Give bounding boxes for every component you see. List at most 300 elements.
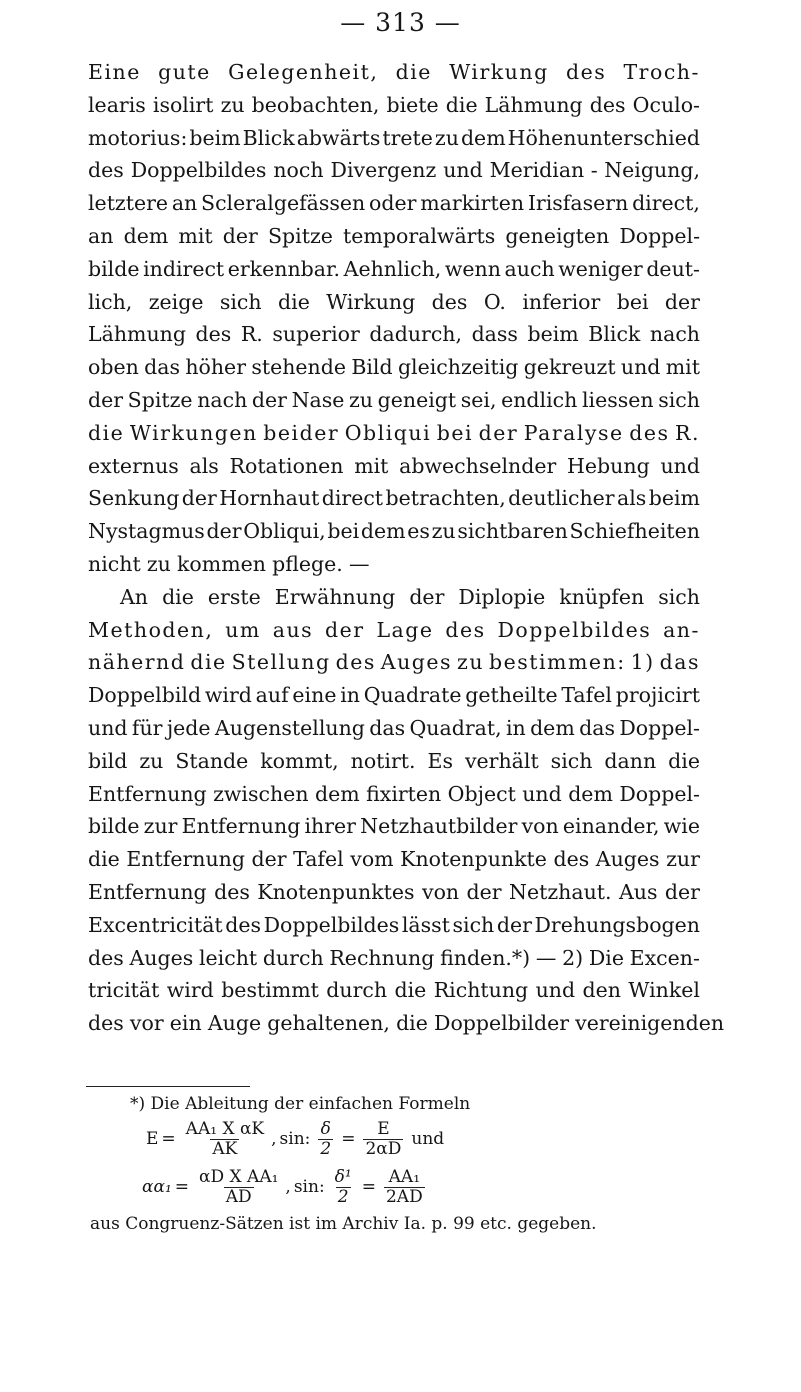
word: Aus <box>618 879 658 904</box>
word: des <box>88 945 124 970</box>
word: abwärts <box>296 125 381 150</box>
word: Gelegenheit, <box>228 60 379 84</box>
text-line <box>88 515 700 548</box>
text-line <box>88 679 700 712</box>
word: beider <box>263 420 340 445</box>
formula-2-fraction-a <box>197 1168 280 1207</box>
word: sei, <box>460 387 497 412</box>
word: der <box>325 617 365 642</box>
word: zur <box>143 814 178 839</box>
formula-1-denominator-a: AK <box>212 1138 238 1159</box>
word: als <box>189 453 219 478</box>
word: trete <box>382 125 433 150</box>
word: ihrer <box>304 814 356 839</box>
word: zu <box>431 519 456 544</box>
footnote-closing: aus Congruenz-Sätzen ist im Archiv Ia. p. 99 etc. gegeben. <box>90 1214 597 1234</box>
formula-1-und: und <box>411 1129 445 1149</box>
word: und <box>88 715 128 740</box>
word: nach <box>197 387 248 412</box>
word: Object <box>447 781 516 806</box>
text-line <box>88 56 700 89</box>
word: Doppelbildes <box>497 617 652 642</box>
word: mit <box>354 453 389 478</box>
word: Schiefheiten <box>569 519 700 544</box>
word: wenn <box>444 256 501 281</box>
word: Netzhaut. <box>509 879 612 904</box>
word: — <box>348 551 370 576</box>
word: sich <box>658 584 700 609</box>
word: den <box>582 978 621 1003</box>
word: des <box>445 617 486 642</box>
word: und <box>620 355 661 380</box>
word: das <box>369 715 406 740</box>
word: höher <box>185 355 246 380</box>
word: Höhenunterschied <box>507 125 700 150</box>
word: Doppelbild <box>88 683 202 708</box>
word: gute <box>158 60 211 84</box>
word: lich, <box>88 289 133 314</box>
word: zwischen <box>213 781 309 806</box>
formula-1-fraction-c <box>363 1120 403 1159</box>
word: zu <box>457 650 485 675</box>
text-line <box>88 318 700 351</box>
word: markirten <box>420 191 525 216</box>
word: Wirkung <box>449 60 549 84</box>
word: Divergenz <box>330 158 437 183</box>
word: beim <box>527 322 579 347</box>
word: oder <box>369 191 417 216</box>
formula-2-fraction-b <box>333 1168 354 1207</box>
word: des <box>565 60 607 84</box>
text-line <box>88 89 700 122</box>
word: sichtbaren <box>457 519 568 544</box>
word: sich <box>219 289 262 314</box>
word: mit <box>178 223 213 248</box>
word: deut- <box>646 256 700 281</box>
paragraph-1 <box>88 56 700 581</box>
word: Scleralgefässen <box>201 191 366 216</box>
word: es <box>407 519 430 544</box>
word: ein <box>169 1011 202 1036</box>
word: geneigten <box>505 223 610 248</box>
word: Spitze <box>268 223 333 248</box>
formula-1-equals-2: = <box>341 1129 356 1149</box>
footnote <box>90 1093 710 1235</box>
word: oben <box>88 355 139 380</box>
word: in <box>505 715 526 740</box>
formula-2 <box>90 1163 710 1211</box>
word: Wirkung <box>326 289 416 314</box>
word: Senkung <box>88 486 180 511</box>
word: sich <box>452 912 495 937</box>
formula-2-denominator-a: AD <box>225 1186 252 1207</box>
word: direct, <box>632 191 700 216</box>
word: notirt. <box>350 748 416 773</box>
word: wird <box>204 683 252 708</box>
formula-2-comma: , <box>285 1177 291 1197</box>
word: Erwähnung <box>274 584 396 609</box>
word: der <box>478 420 519 445</box>
word: Auge <box>207 1011 262 1036</box>
text-line <box>88 220 700 253</box>
word: Diplopie <box>458 584 546 609</box>
word: die <box>88 420 125 445</box>
word: Quadrat, <box>409 715 502 740</box>
word: fixirten <box>366 781 442 806</box>
word: Netzhautbilder <box>360 814 518 839</box>
word: letztere <box>88 191 169 216</box>
word: Drehungsbogen <box>534 912 700 937</box>
word: biete <box>386 92 439 117</box>
word: knüpfen <box>559 584 645 609</box>
word: Paralyse <box>523 420 624 445</box>
formula-2-sin: sin: <box>293 1177 325 1197</box>
word: der <box>496 912 532 937</box>
word: der <box>251 387 287 412</box>
formula-1-fraction-b <box>318 1120 333 1159</box>
word: Oculo- <box>632 92 700 117</box>
word: wird <box>166 978 214 1003</box>
word: Obliqui <box>344 420 432 445</box>
word: An <box>120 584 149 609</box>
word: R. <box>240 322 263 347</box>
word: Es <box>427 748 453 773</box>
word: Auges <box>380 650 453 675</box>
text-line <box>88 351 700 384</box>
word: als <box>617 486 647 511</box>
word: inferior <box>522 289 601 314</box>
word: von <box>521 814 559 839</box>
word: pflege. <box>272 551 343 576</box>
word: die <box>190 650 227 675</box>
word: vor <box>129 1011 164 1036</box>
word: dem <box>460 125 506 150</box>
word: externus <box>88 453 179 478</box>
word: Aehnlich, <box>343 256 442 281</box>
word: nicht <box>88 551 141 576</box>
word: Rechnung <box>329 945 435 970</box>
word: für <box>131 715 163 740</box>
word: Methoden, <box>88 617 214 642</box>
word: Hebung <box>567 453 650 478</box>
word: und <box>535 978 576 1003</box>
text-line <box>88 482 700 515</box>
word: und <box>660 453 700 478</box>
word: Doppelbildes <box>130 158 267 183</box>
word: Quadrate <box>363 683 462 708</box>
word: bilde <box>88 256 140 281</box>
word: bei <box>616 289 649 314</box>
word: Doppelbildes <box>263 912 400 937</box>
word: indirect <box>143 256 225 281</box>
text-line <box>88 187 700 220</box>
word: nähernd <box>88 650 186 675</box>
word: Nase <box>291 387 345 412</box>
word: jede <box>166 715 211 740</box>
word: Tafel <box>293 847 344 872</box>
text-line <box>88 646 700 679</box>
word: bei <box>327 519 360 544</box>
word: und <box>443 158 483 183</box>
word: der <box>181 486 217 511</box>
word: Entfernung <box>88 781 207 806</box>
formula-1-numerator-a: AA₁ X αK <box>185 1118 265 1139</box>
word: Eine <box>88 60 141 84</box>
word: Stande <box>175 748 249 773</box>
word: O. <box>483 289 506 314</box>
word: Nystagmus <box>88 519 205 544</box>
formula-2-lhs: αα₁ <box>142 1177 172 1197</box>
word: einander, <box>562 814 660 839</box>
formula-2-numerator-b: δ¹ <box>334 1166 352 1187</box>
text-line <box>88 1007 725 1040</box>
word: Doppelbilder <box>434 1011 570 1036</box>
formula-2-numerator-c: AA₁ <box>388 1166 421 1187</box>
word: zu <box>146 551 171 576</box>
word: isolirt <box>152 92 214 117</box>
word: Blick <box>242 125 295 150</box>
formula-1-denominator-c: 2αD <box>365 1138 402 1159</box>
word: an <box>171 191 198 216</box>
word: dass <box>471 322 518 347</box>
word: der <box>466 879 502 904</box>
word: zu <box>220 92 245 117</box>
word: das <box>144 355 180 380</box>
word: beim <box>189 125 241 150</box>
word: 1) <box>630 650 655 675</box>
word: getheilte <box>465 683 558 708</box>
word: endlich <box>501 387 578 412</box>
word: Winkel <box>628 978 700 1003</box>
word: Augenstellung <box>214 715 365 740</box>
text-line <box>88 876 700 909</box>
text-line <box>88 581 700 614</box>
word: direct <box>321 486 384 511</box>
word: der <box>251 847 287 872</box>
word: 2) <box>562 945 584 970</box>
word: um <box>225 617 261 642</box>
formula-1-sin: sin: <box>279 1129 311 1149</box>
word: wie <box>663 814 700 839</box>
formula-1-denominator-b: 2 <box>320 1138 332 1159</box>
word: der <box>206 519 242 544</box>
formula-2-fraction-c <box>384 1168 425 1207</box>
word: Hornhaut <box>219 486 320 511</box>
word: Doppel- <box>619 781 700 806</box>
page-number: — 313 — <box>340 8 461 37</box>
body-text <box>88 56 725 1040</box>
text-line <box>88 286 700 319</box>
formula-2-denominator-c: 2AD <box>385 1186 423 1207</box>
formula-1-numerator-c: E <box>377 1118 390 1139</box>
word: von <box>421 879 460 904</box>
word: die <box>88 847 120 872</box>
paragraph-2 <box>88 581 725 1040</box>
word: das <box>579 715 615 740</box>
formula-2-equals: = <box>174 1177 190 1197</box>
word: zeige <box>148 289 204 314</box>
word: Troch- <box>623 60 700 84</box>
text-line <box>88 384 700 417</box>
word: abwechselnder <box>399 453 557 478</box>
formula-1-fraction-a <box>184 1120 266 1159</box>
word: dem <box>568 781 613 806</box>
formula-1-comma: , <box>271 1129 277 1149</box>
word: Lähmung <box>484 92 583 117</box>
word: vom <box>350 847 394 872</box>
word: an <box>88 223 114 248</box>
word: des <box>195 322 232 347</box>
text-line <box>88 712 700 745</box>
word: Richtung <box>433 978 529 1003</box>
word: zu <box>349 387 374 412</box>
word: bestimmt <box>221 978 319 1003</box>
word: Meridian - Neigung, <box>489 158 700 183</box>
word: und <box>522 781 562 806</box>
word: die <box>445 92 478 117</box>
word: geneigt <box>377 387 457 412</box>
word: — <box>535 945 557 970</box>
word: dann <box>604 748 657 773</box>
word: temporalwärts <box>343 223 496 248</box>
text-line <box>88 974 700 1007</box>
footnote-divider <box>86 1086 250 1087</box>
word: des <box>335 650 376 675</box>
word: die <box>162 584 194 609</box>
word: zu <box>139 748 164 773</box>
formula-2-equals-2: = <box>361 1177 376 1197</box>
text-line <box>88 548 700 581</box>
word: zur <box>666 847 700 872</box>
word: beobachten, <box>251 92 380 117</box>
word: auf <box>255 683 289 708</box>
word: des <box>629 420 670 445</box>
word: Obliqui, <box>243 519 326 544</box>
word: Auges <box>595 847 660 872</box>
word: verhält <box>464 748 539 773</box>
word: Stellung <box>231 650 331 675</box>
word: Excentricität <box>88 912 223 937</box>
word: Lage <box>376 617 434 642</box>
word: learis <box>88 92 146 117</box>
word: stehende <box>251 355 346 380</box>
word: Wirkungen <box>129 420 258 445</box>
word: des <box>431 289 468 314</box>
word: dem <box>360 519 406 544</box>
word: sich <box>658 387 700 412</box>
word: superior <box>272 322 360 347</box>
word: des <box>88 158 124 183</box>
text-line <box>88 909 700 942</box>
word: Entfernung <box>181 814 301 839</box>
word: beim <box>648 486 700 511</box>
word: des <box>589 92 626 117</box>
word: durch <box>262 945 324 970</box>
word: dem <box>123 223 169 248</box>
word: durch <box>326 978 388 1003</box>
text-line <box>88 810 700 843</box>
word: das <box>659 650 700 675</box>
word: erkennbar. <box>227 256 341 281</box>
formula-1 <box>90 1115 710 1163</box>
word: Entfernung <box>88 879 207 904</box>
text-line <box>88 450 700 483</box>
word: nach <box>649 322 700 347</box>
word: Die <box>588 945 624 970</box>
word: Lähmung <box>88 322 187 347</box>
word: zu <box>434 125 459 150</box>
word: Knotenpunktes <box>257 879 415 904</box>
text-line <box>88 417 700 450</box>
word: der <box>664 289 700 314</box>
word: sich <box>550 748 593 773</box>
word: bilde <box>88 814 140 839</box>
word: liessen <box>581 387 654 412</box>
word: Knotenpunkte <box>400 847 547 872</box>
word: die <box>396 1011 428 1036</box>
word: der <box>88 387 124 412</box>
text-line <box>88 843 700 876</box>
formula-1-lhs: E <box>146 1129 159 1149</box>
word: motorius: <box>88 125 188 150</box>
formula-1-numerator-b: δ <box>320 1118 331 1139</box>
word: Auges <box>129 945 194 970</box>
word: weniger <box>558 256 643 281</box>
word: bei <box>436 420 474 445</box>
word: deutlicher <box>508 486 615 511</box>
text-line <box>88 614 700 647</box>
word: leicht <box>198 945 258 970</box>
word: vereinigenden <box>575 1011 725 1036</box>
word: eine <box>292 683 337 708</box>
text-line <box>88 253 700 286</box>
word: die <box>394 978 427 1003</box>
word: Rotationen <box>229 453 344 478</box>
word: Bild <box>351 355 393 380</box>
word: Doppel- <box>619 223 700 248</box>
word: tricität <box>88 978 160 1003</box>
word: noch <box>273 158 324 183</box>
text-line <box>88 942 700 975</box>
word: auch <box>504 256 555 281</box>
word: mit <box>665 355 700 380</box>
word: gekreuzt <box>523 355 616 380</box>
footnote-intro: *) Die Ableitung der einfachen Formeln <box>130 1094 471 1114</box>
word: kommen <box>176 551 266 576</box>
word: der <box>409 584 445 609</box>
word: kommt, <box>260 748 339 773</box>
word: projicirt <box>615 683 700 708</box>
word: dem <box>314 781 360 806</box>
word: an- <box>663 617 700 642</box>
word: der <box>222 223 258 248</box>
word: die <box>668 748 700 773</box>
word: des <box>225 912 262 937</box>
formula-2-numerator-a: αD X AA₁ <box>199 1166 279 1187</box>
word: des <box>88 1011 124 1036</box>
word: dem <box>530 715 575 740</box>
word: Excen- <box>629 945 700 970</box>
word: Blick <box>588 322 641 347</box>
word: Irisfasern <box>527 191 629 216</box>
word: die <box>395 60 432 84</box>
word: des <box>214 879 250 904</box>
formula-2-denominator-b: 2 <box>337 1186 349 1207</box>
word: Spitze <box>127 387 193 412</box>
word: Entfernung <box>126 847 245 872</box>
word: dadurch, <box>369 322 463 347</box>
word: gleichzeitig <box>397 355 519 380</box>
